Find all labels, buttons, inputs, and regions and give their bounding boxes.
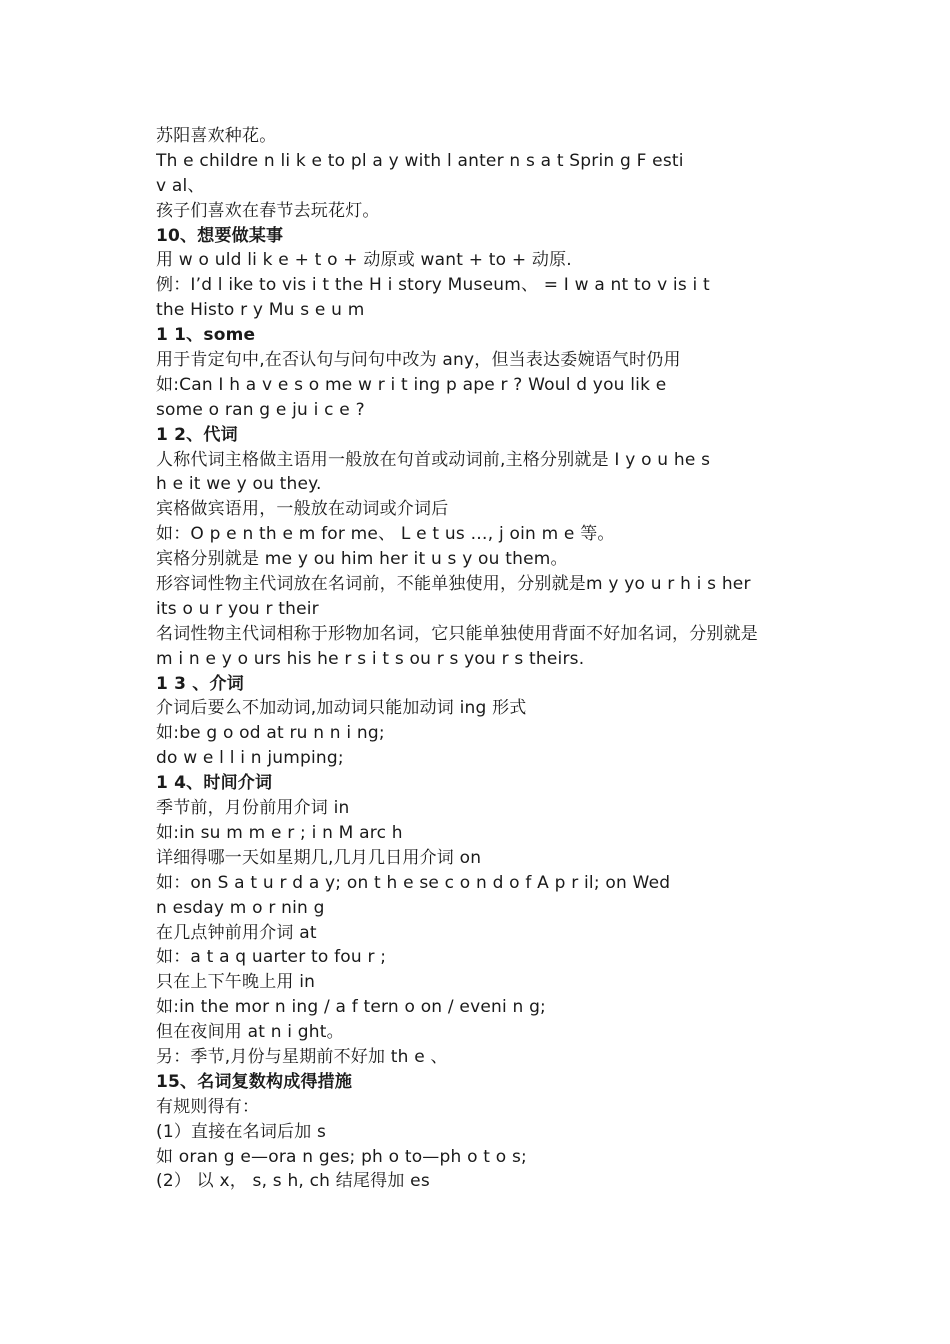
text-line: 宾格分别就是 me y ou him her it u s y ou them。 (156, 549, 568, 570)
text-line: v al、 (156, 175, 205, 196)
section-heading: 1 1、some (156, 325, 256, 346)
text-line: 详细得哪一天如星期几,几月几日用介词 on (156, 847, 482, 868)
text-line: h e it we y ou they. (156, 474, 322, 495)
text-line: (2） 以 x， s, s h, ch 结尾得加 es (156, 1171, 430, 1192)
text-line: 如：a t a q uarter to fou r ; (156, 947, 387, 968)
text-line: 如:in the mor n ing / a f tern o on / eveni n g; (156, 997, 546, 1018)
document-body (156, 124, 796, 1194)
text-line: n esday m o r nin g (156, 897, 325, 918)
section-heading: 1 2、代词 (156, 424, 238, 445)
text-line: 苏阳喜欢种花。 (156, 126, 277, 146)
text-line: 孩子们喜欢在春节去玩花灯。 (156, 200, 380, 221)
text-line: 但在夜间用 at n i ght。 (156, 1022, 344, 1043)
text-line: 人称代词主格做主语用一般放在句首或动词前,主格分别就是 I y o u he s (156, 449, 711, 470)
text-line: the Histo r y Mu s e u m (156, 300, 365, 321)
text-line: its o u r you r their (156, 598, 319, 619)
text-line: some o ran g e ju i c e ? (156, 399, 365, 420)
text-line: 季节前，月份前用介词 in (156, 798, 350, 819)
text-line: 例：I’d l ike to vis i t the H i story Museum、 = I w a nt to v is i t (156, 275, 710, 296)
text-line: 用于肯定句中,在否认句与问句中改为 any，但当表达委婉语气时仍用 (156, 350, 681, 371)
text-line: (1）直接在名词后加 s (156, 1121, 327, 1142)
text-line: 另：季节,月份与星期前不好加 th e 、 (156, 1046, 448, 1067)
text-line: 只在上下午晚上用 in (156, 972, 316, 993)
text-line: Th e childre n li k e to pl a y with l anter n s a t Sprin g F esti (156, 150, 684, 171)
text-line: 如 oran g e—ora n ges; ph o to—ph o t o s; (156, 1146, 527, 1167)
text-line: 如:be g o od at ru n n i ng; (156, 723, 385, 744)
text-line: do w e l l i n jumping; (156, 748, 344, 769)
text-line: 宾格做宾语用，一般放在动词或介词后 (156, 499, 449, 520)
text-line: 名词性物主代词相称于形物加名词，它只能单独使用背面不好加名词，分别就是 (156, 623, 758, 644)
text-line: 形容词性物主代词放在名词前，不能单独使用，分别就是m y yo u r h i s her (156, 574, 751, 595)
text-line: 如:Can I h a v e s o me w r i t ing p ape r ? Woul d you lik e (156, 374, 667, 395)
text-line: m i n e y o urs his he r s i t s ou r s you r s theirs. (156, 648, 585, 669)
section-heading: 1 4、时间介词 (156, 773, 273, 794)
section-heading: 10、想要做某事 (156, 225, 284, 246)
text-line: 用 w o uld li k e + t o + 动原或 want + to + 动原. (156, 250, 572, 271)
text-line: 在几点钟前用介词 at (156, 922, 317, 943)
text-line: 如:in su m m e r ; i n M arc h (156, 822, 403, 843)
text-line: 如：on S a t u r d a y; on t h e se c o n d o f A p r il; on Wed (156, 872, 671, 893)
section-heading: 15、名词复数构成得措施 (156, 1071, 353, 1092)
text-line: 介词后要么不加动词,加动词只能加动词 ing 形式 (156, 698, 527, 719)
text-line: 如：O p e n th e m for me、 L e t us …, j oin m e 等。 (156, 524, 615, 545)
text-line: 有规则得有： (156, 1096, 260, 1117)
section-heading: 1 3 、介词 (156, 673, 244, 694)
